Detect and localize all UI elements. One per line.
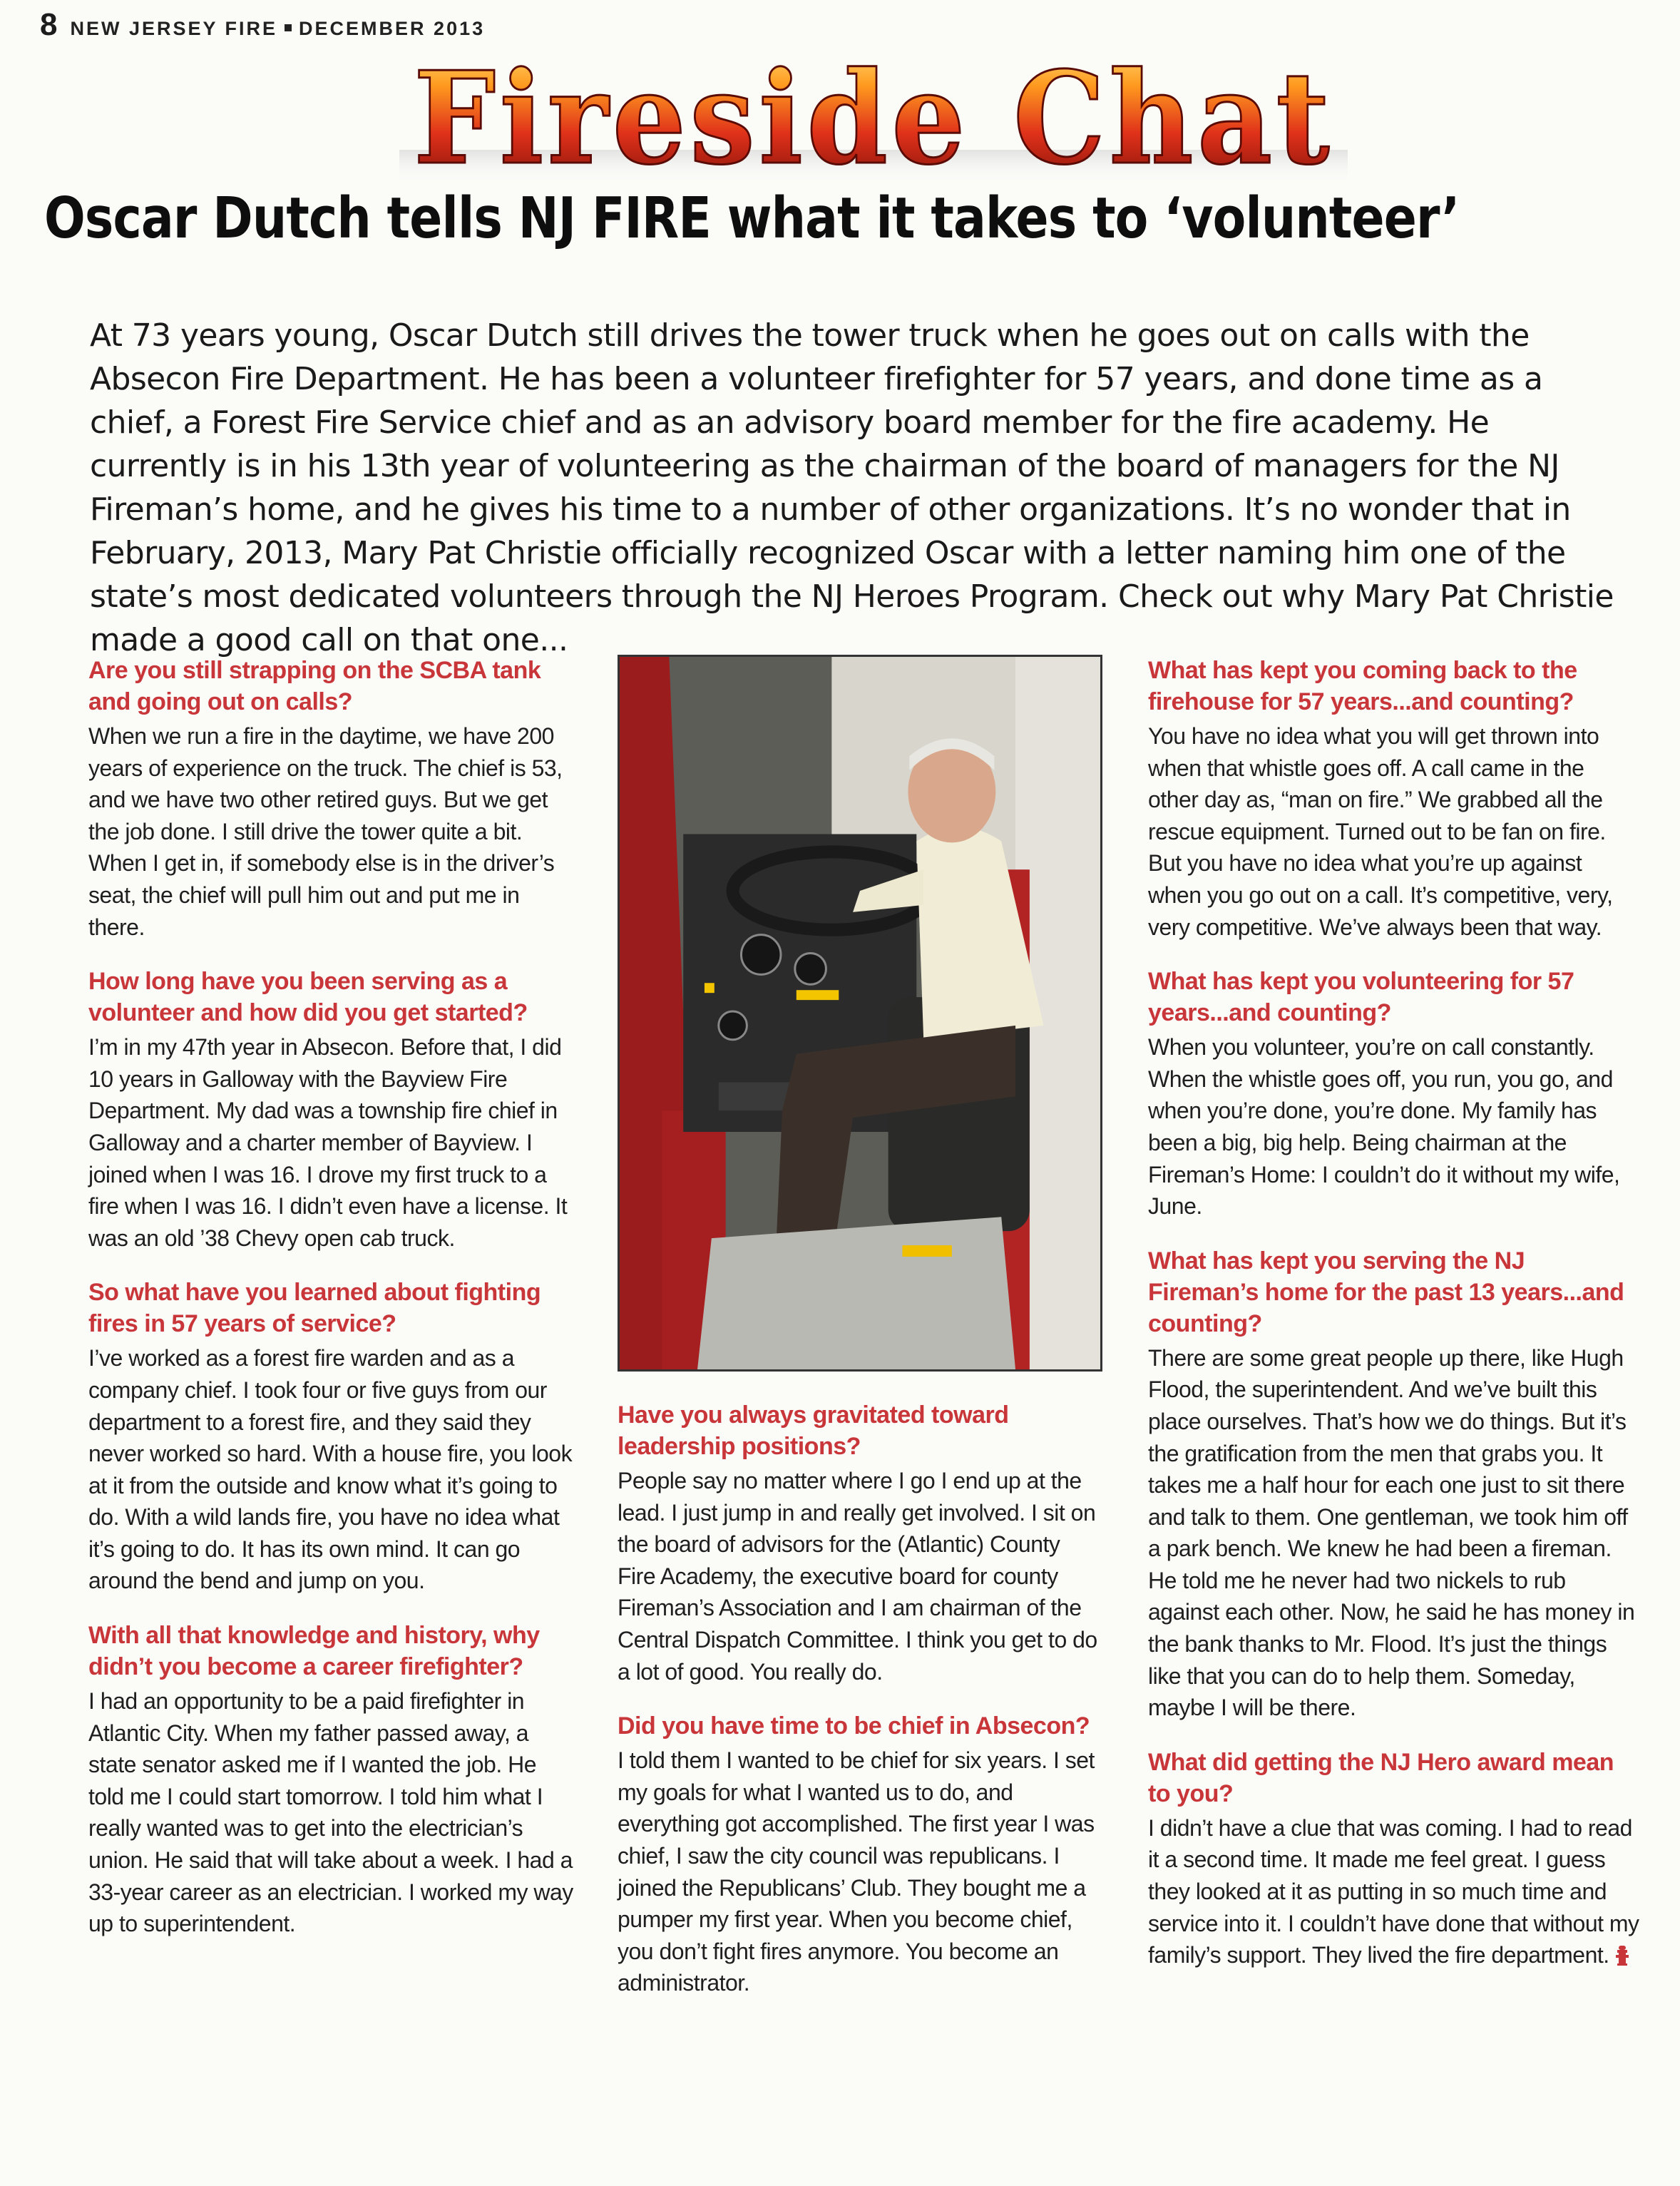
answer-coming-back: You have no idea what you will get thrown into when that whistle goes off. A call came in the other day as, “man on fire.” We grabbed all the rescue equipment. Turned out to be fan on fire. But you have no idea what you’re up against when you go out on a call. It’s competitive, very, very competitive. We’ve always been that way. xyxy=(1148,723,1613,940)
answer-leadership: People say no matter where I go I end up at the lead. I just jump in and really get involved. I sit on the board of advisors for the (Atlantic) County Fire Academy, the executive board for county Fireman’s Association and I am chairman of the Central Dispatch Committee. I think you get to do a lot of good. You really do. xyxy=(618,1468,1097,1685)
answer-volunteering: When you volunteer, you’re on call constantly. When the whistle goes off, you run, you go, and when you’re done, you’re done. My family has been a big, big help. Being chairman at the Fireman’s Home: I couldn’t do it without my wife, June. xyxy=(1148,1034,1620,1220)
issue-date: DECEMBER 2013 xyxy=(299,17,486,39)
column-2 xyxy=(618,1399,1102,2022)
article-intro: At 73 years young, Oscar Dutch still drives the tower truck when he goes out on calls with the Absecon Fire Department. He has been a volunteer firefighter for 57 years, and done time as a chief, a Forest Fire Service chief and as an advisory board member for the fire academy. He currently is in his 13th year of volunteering as the chairman of the board of managers for the NJ Fireman’s home, and he gives his time to a number of other organizations. It’s no wonder that in February, 2013, Mary Pat Christie officially recognized Oscar with a letter naming him one of the state’s most dedicated volunteers through the NJ Heroes Program. Check out why Mary Pat Christie made a good call on that one... xyxy=(90,317,1614,658)
running-header xyxy=(40,7,485,43)
column-3 xyxy=(1148,655,1640,1994)
answer-firemans-home: There are some great people up there, like Hugh Flood, the superintendent. And we’ve built this place ourselves. That’s how we do things. But it’s the gratification from the men that grabs you. It takes me a half hour for each one just to sit there and talk to them. One gentleman, we took him off a park bench. We knew he had been a fireman. He told me he never had two nickels to rub against each other. Now, he said he has money in the bank thanks to Mr. Flood. It’s just the things like that you can do to help them. Someday, maybe I will be there. xyxy=(1148,1344,1635,1721)
answer-chief-absecon: I told them I wanted to be chief for six years. I set my goals for what I wanted us to do, and everything got accomplished. The first year I was chief, I saw the city council was republicans. I joined the Republicans’ Club. They bought me a pumper my first year. When you become chief, you don’t fight fires anymore. You become an administrator. xyxy=(618,1747,1095,1996)
answer-scba: When we run a fire in the daytime, we have 200 years of experience on the truck. The chief is 53, and we have two other retired guys. But we get the job done. I still drive the tower quite a bit. When I get in, if somebody else is in the driver’s seat, the chief will pull him out and put me in there. xyxy=(88,723,563,940)
answer-learned: I’ve worked as a forest fire warden and as a company chief. I took four or five guys from our department to a forest fire, and they said they never worked so hard. With a house fire, you look at it from the outside and know what it’s going to do. With a wild lands fire, you have no idea what it’s going to do. It has its own mind. It can go around the bend and jump on you. xyxy=(88,1345,573,1594)
question-leadership: Have you always gravitated toward leadership positions? xyxy=(618,1401,1009,1460)
oscar-dutch-photo xyxy=(618,655,1102,1372)
answer-nj-hero xyxy=(1148,1812,1640,1971)
answer-how-long: I’m in my 47th year in Absecon. Before that, I did 10 years in Galloway with the Bayview Fire Department. My dad was a township fire chief in Galloway and a charter member of Bayview. I joined when I was 16. I drove my first truck to a fire when I was 16. I didn’t even have a license. It was an old ’38 Chevy open cab truck. xyxy=(88,1034,568,1251)
logo-text: Fireside Chat xyxy=(414,44,1333,185)
article-headline: Oscar Dutch tells NJ FIRE what it takes to ‘volunteer’ xyxy=(44,185,1460,251)
publication-name: NEW JERSEY FIRE xyxy=(70,17,278,39)
question-learned: So what have you learned about fighting fires in 57 years of service? xyxy=(88,1279,541,1338)
masthead xyxy=(70,18,485,40)
question-nj-hero: What did getting the NJ Hero award mean to you? xyxy=(1148,1748,1614,1807)
question-career: With all that knowledge and history, why didn’t you become a career firefighter? xyxy=(88,1622,540,1681)
fire-hydrant-icon xyxy=(1615,1942,1629,1963)
question-how-long: How long have you been serving as a volunteer and how did you get started? xyxy=(88,968,528,1027)
separator-square xyxy=(285,24,292,31)
question-chief-absecon: Did you have time to be chief in Absecon? xyxy=(618,1712,1090,1740)
page-number: 8 xyxy=(40,7,58,42)
column-1 xyxy=(88,655,573,1963)
answer-career: I had an opportunity to be a paid firefighter in Atlantic City. When my father passed away, a state senator asked me if I wanted the job. He told me I could start tomorrow. I told him what I really wanted was to get into the electrician’s union. He said that will take about a week. I had a 33-year career as an electrician. I worked my way up to superintendent. xyxy=(88,1688,573,1937)
question-coming-back: What has kept you coming back to the firehouse for 57 years...and counting? xyxy=(1148,657,1577,715)
question-scba: Are you still strapping on the SCBA tank and going out on calls? xyxy=(88,657,541,715)
question-volunteering: What has kept you volunteering for 57 years...and counting? xyxy=(1148,968,1574,1027)
answer-nj-hero-text: I didn’t have a clue that was coming. I had to read it a second time. It made me feel great. I guess they looked at it as putting in so much time and service into it. I couldn’t have done that without my family’s support. They lived the fire department. xyxy=(1148,1814,1639,1968)
fireside-chat-logo xyxy=(399,43,1348,185)
question-firemans-home: What has kept you serving the NJ Fireman’s home for the past 13 years...and counting? xyxy=(1148,1247,1624,1337)
